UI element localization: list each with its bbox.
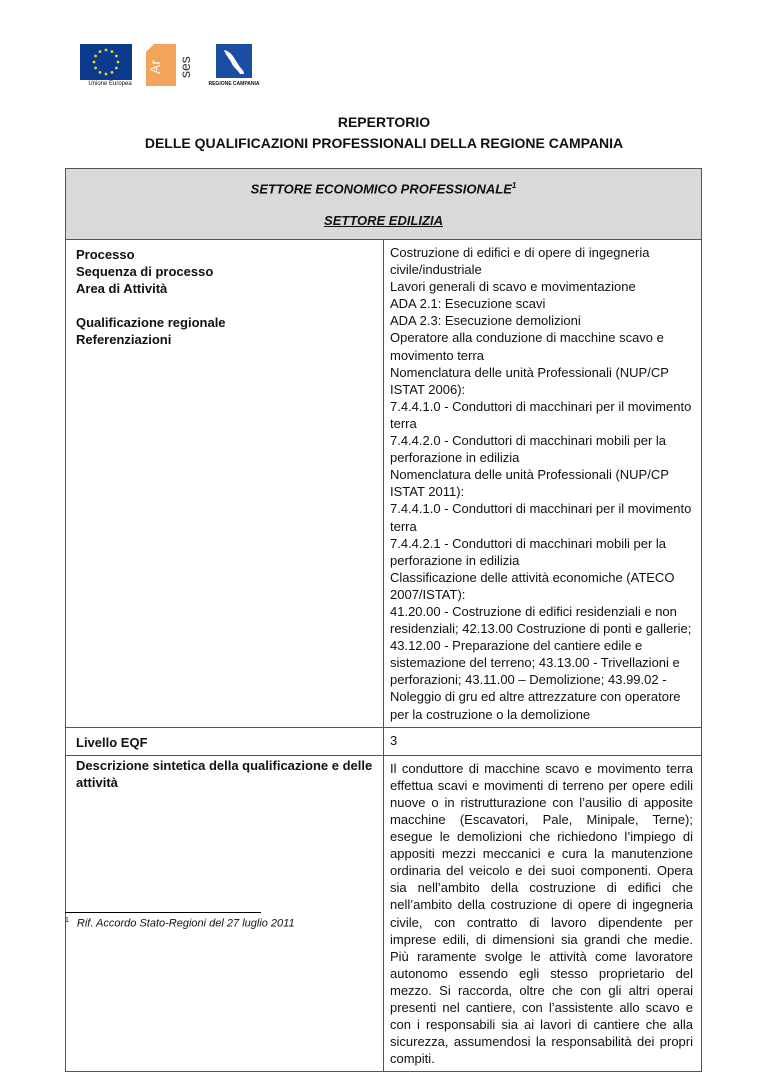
livello-label: Livello EQF: [66, 727, 384, 755]
referenziazioni-label: Referenziazioni: [76, 332, 172, 348]
sequenza-value: Lavori generali di scavo e movimentazione: [390, 279, 636, 295]
page-title: REPERTORIO: [337, 114, 431, 130]
ref-line: Nomenclatura delle unità Professionali (NUP/CP ISTAT 2011):: [390, 467, 669, 500]
descrizione-label: Descrizione sintetica della qualificazione e delle attività: [66, 755, 384, 1072]
values-column: [384, 240, 702, 728]
footnote-text: Rif. Accordo Stato-Regioni del 27 luglio 2011: [76, 917, 295, 930]
area-label: Area di Attività: [76, 281, 168, 297]
sector-name: SETTORE EDILIZIA: [324, 213, 443, 229]
footnote-divider: [65, 912, 261, 913]
ref-line: 41.20.00 - Costruzione di edifici residenziali e non residenziali; 42.13.00 Costruzione di ponti e gallerie; 43.12.00 - Preparazione del cantiere edile e sistemazione del terreno; 43.13.00 - Trivellazioni e perforazioni; 43.11.00 – Demolizione; 43.99.02 - Noleggio di gru ed altre attrezzature con operatore per la costruzione o la demolizione: [390, 603, 692, 722]
eu-label: Unione Europea: [88, 81, 132, 87]
ref-line: Classificazione delle attività economiche (ATECO 2007/ISTAT):: [390, 569, 675, 602]
qualificazione-value: Operatore alla conduzione di macchine scavo e movimento terra: [390, 330, 664, 363]
ada-2: ADA 2.3: Esecuzione demolizioni: [390, 313, 581, 329]
ref-line: 7.4.4.2.1 - Conduttori di macchinari mobili per la perforazione in edilizia: [390, 535, 667, 568]
processo-label: Processo: [76, 247, 135, 262]
page-subtitle: DELLE QUALIFICAZIONI PROFESSIONALI DELLA REGIONE CAMPANIA: [144, 135, 624, 151]
ref-line: 7.4.4.2.0 - Conduttori di macchinari mobili per la perforazione in edilizia: [390, 433, 667, 466]
sequenza-label: Sequenza di processo: [76, 264, 214, 280]
footnote-ref: 1: [511, 181, 517, 190]
descrizione-value: Il conduttore di macchine scavo e movimento terra effettua scavi e movimenti di terreno per opere edili nuove o in ristrutturazione con l’ausilio di apposite macchine (Escavatori, Pale, Minipale, Terne); esegue le demolizioni che richiedono l’impiego di appositi mezzi meccanici e cura la manutenzione ordinaria del veicolo e dei suoi componenti. Opera sia nell’ambito della costruzione di edifici che nell’ambito della costruzione di opere di ingegneria civile, con contratto di lavoro dipendente per imprese edili, di dimensioni sia grandi che medie. Più raramente svolge le attività come lavoratore autonomo essendo egli stesso proprietario del mezzo. Si raccorda, oltre che con gli altri operai presenti nel cantiere, con l’assistente allo scavo e con i responsabili sia ai lavori di cantiere che alla sicurezza, assumendosi la responsabilità dei propri compiti.: [384, 755, 702, 1072]
eu-flag-logo: [80, 44, 132, 80]
ref-line: 7.4.4.1.0 - Conduttori di macchinari per il movimento terra: [390, 501, 692, 534]
arses-logo: [146, 44, 200, 86]
ada-1: ADA 2.1: Esecuzione scavi: [390, 296, 546, 312]
sector-header: [66, 169, 702, 240]
footnote-number: 1: [65, 917, 69, 924]
qualificazione-label: Qualificazione regionale: [76, 315, 226, 331]
footnote: [65, 917, 295, 930]
svg-text:ses: ses: [177, 56, 193, 78]
labels-column: [66, 240, 384, 728]
ref-line: 7.4.4.1.0 - Conduttori di macchinari per il movimento terra: [390, 398, 692, 431]
livello-value: 3: [384, 727, 702, 755]
sector-label: SETTORE ECONOMICO PROFESSIONALE: [250, 181, 512, 197]
qualification-table: [65, 168, 702, 1072]
ref-line: Nomenclatura delle unità Professionali (NUP/CP ISTAT 2006):: [390, 364, 669, 397]
logo-bar: [80, 44, 260, 88]
region-label: REGIONE CAMPANIA: [208, 81, 260, 87]
processo-value: Costruzione di edifici e di opere di ingegneria civile/industriale: [390, 245, 650, 278]
svg-text:Ar: Ar: [147, 60, 163, 74]
